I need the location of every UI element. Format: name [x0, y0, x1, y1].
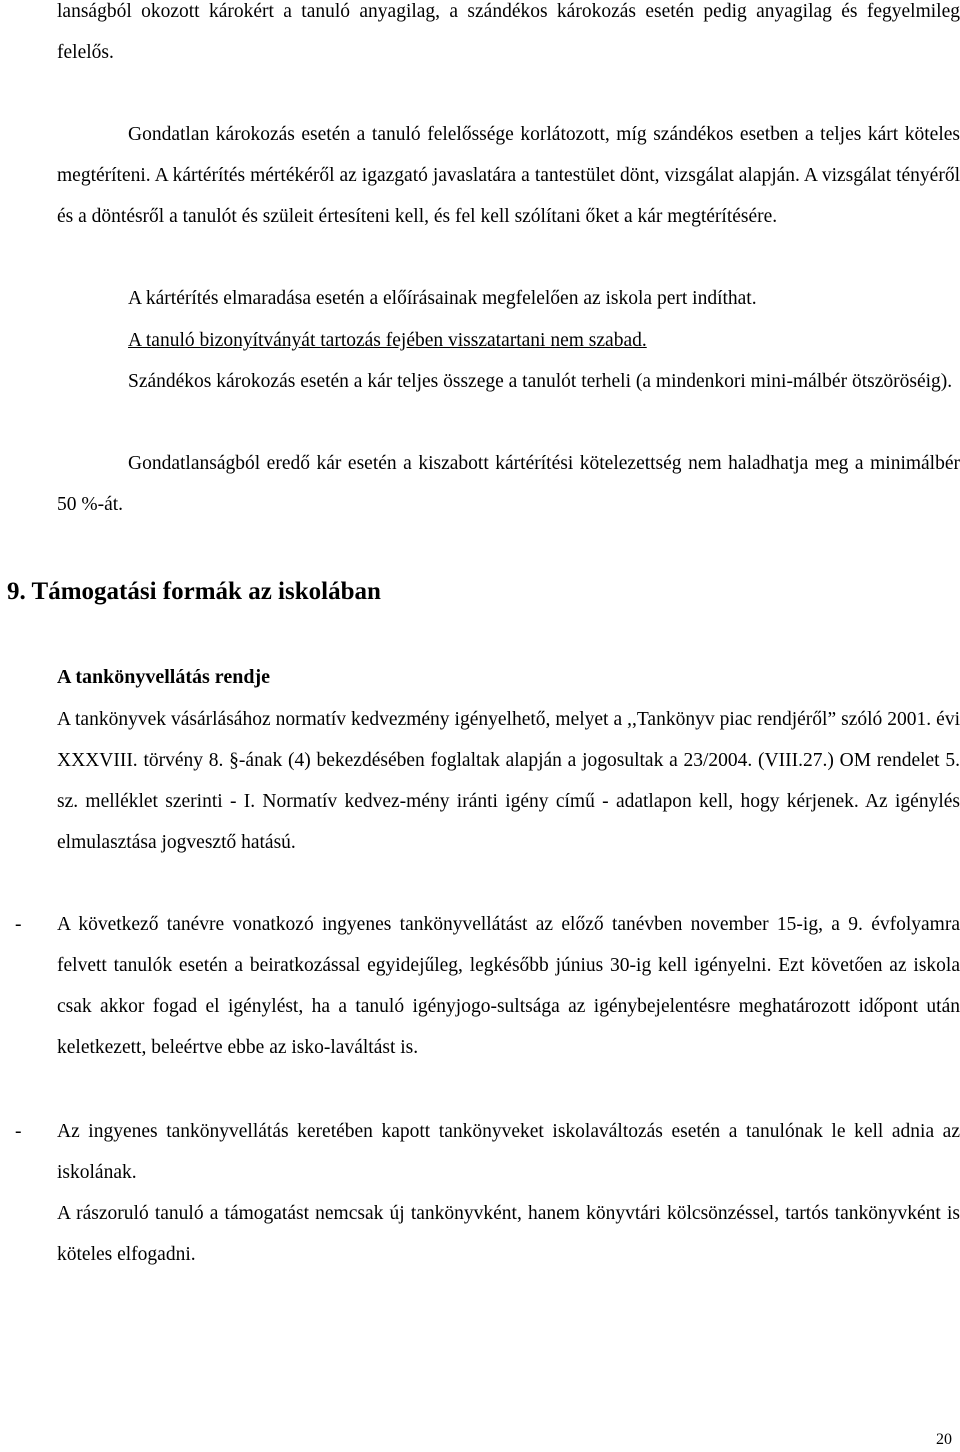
paragraph-liability-continuation: lanságból okozott károkért a tanuló anyagilag, a szándékos károkozás esetén pedig anyagilag és fegyelmileg felelős.: [57, 1, 960, 63]
bullet-dash: -: [15, 914, 22, 935]
section-heading: 9. Támogatási formák az iskolában: [7, 578, 381, 605]
page-number: 20: [936, 1431, 952, 1448]
paragraph-negligence-limit: Gondatlanságból eredő kár esetén a kiszabott kártérítési kötelezettség nem haladhatja meg a minimálbér 50 %-át.: [57, 453, 960, 515]
paragraph-certificate-retention: A tanuló bizonyítványát tartozás fejében visszatartani nem szabad.: [128, 330, 647, 351]
paragraph-needy-student: A rászoruló tanuló a támogatást nemcsak új tankönyvként, hanem könyvtári kölcsönzéssel, tartós tankönyvként is köteles elfogadni.: [57, 1203, 960, 1265]
bullet-item-free-textbook-request: A következő tanévre vonatkozó ingyenes tankönyvellátást az előző tanévben november 15-ig, a 9. évfolyamra felvett tanulók esetén a beiratkozással egyidejűleg, legkésőbb június 30-ig kell igényelni. Ezt követően az iskola csak akkor fogad el igénylést, ha a tanuló igényjogo-sultsága az igénybejelentésre meghatározott időpont után keletkezett, beleértve ebbe az isko-laváltást is.: [57, 914, 960, 1058]
bullet-dash: -: [15, 1121, 22, 1142]
paragraph-textbook-discount: A tankönyvek vásárlásához normatív kedvezmény igényelhető, melyet a ,,Tankönyv piac rendjéről” szóló 2001. évi XXXVIII. törvény 8. §-ának (4) bekezdésében foglaltak alapján a jogosultak a 23/2004. (VIII.27.) OM rendelet 5. sz. melléklet szerinti - I. Normatív kedvez-mény iránti igény című - adatlapon kell, hogy kérjenek. Az igénylés elmulasztása jogvesztő hatású.: [57, 709, 960, 853]
paragraph-lawsuit: A kártérítés elmaradása esetén a előírásainak megfelelően az iskola pert indíthat.: [128, 288, 757, 309]
subsection-heading: A tankönyvellátás rendje: [57, 666, 270, 688]
bullet-item-school-change-return: Az ingyenes tankönyvellátás keretében kapott tankönyveket iskolaváltozás esetén a tanulónak le kell adnia az iskolának.: [57, 1121, 960, 1183]
paragraph-intentional-damage: Szándékos károkozás esetén a kár teljes összege a tanulót terheli (a mindenkori mini-málbér ötszöröséig).: [128, 371, 953, 392]
paragraph-negligent-damage: Gondatlan károkozás esetén a tanuló felelőssége korlátozott, míg szándékos esetben a teljes kárt köteles megtéríteni. A kártérítés mértékéről az igazgató javaslatára a tantestület dönt, vizsgálat alapján. A vizsgálat tényéről és a döntésről a tanulót és szüleit értesíteni kell, és fel kell szólítani őket a kár megtérítésére.: [57, 124, 960, 227]
